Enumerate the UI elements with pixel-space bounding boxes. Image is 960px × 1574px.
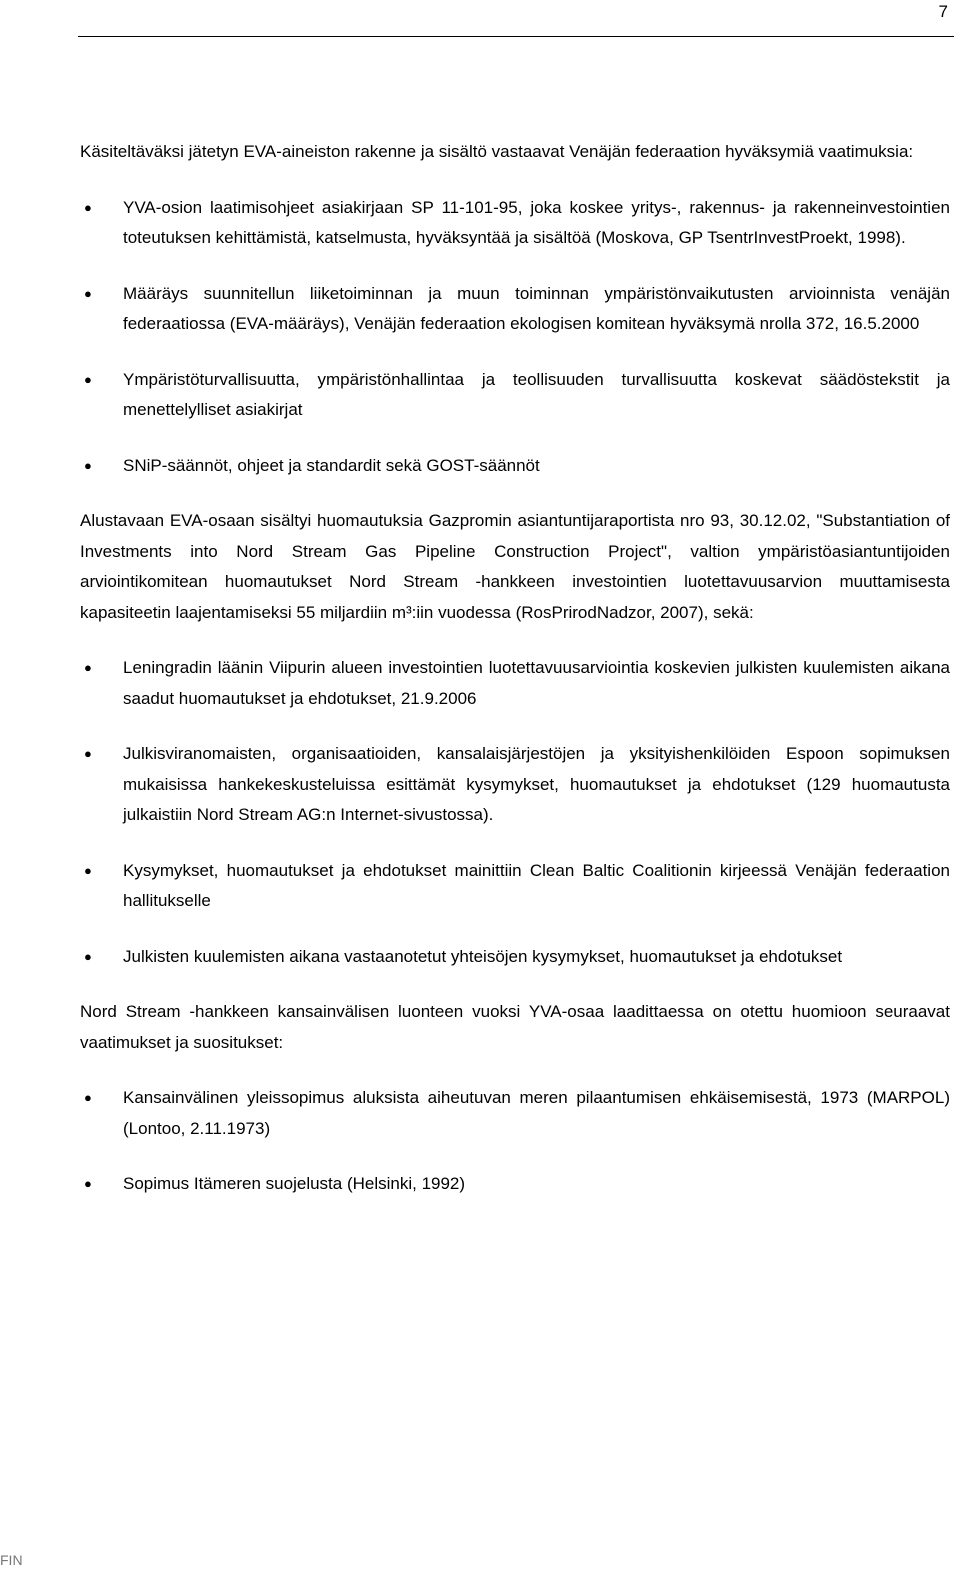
list-item-text: Julkisviranomaisten, organisaatioiden, kansalaisjärjestöjen ja yksityishenkilöiden Espoon sopimuksen mukaisissa hankekeskusteluissa esittämät kysymykset, huomautukset ja ehdotukset (129 huomautusta julkaistiin Nord Stream AG:n Internet-sivustossa). (123, 744, 950, 824)
list-item (80, 193, 950, 254)
list-item (80, 1169, 950, 1200)
bullet-icon: ● (84, 371, 92, 387)
section3-list (80, 1083, 950, 1200)
list-item (80, 653, 950, 714)
bullet-icon: ● (84, 1176, 92, 1191)
bullet-icon: ● (84, 457, 92, 473)
list-item-text: Julkisten kuulemisten aikana vastaanotetut yhteisöjen kysymykset, huomautukset ja ehdotukset (123, 946, 843, 966)
section2-list (80, 653, 950, 972)
section2-intro: Alustavaan EVA-osaan sisältyi huomautuksia Gazpromin asiantuntijaraportista nro 93, 30.12.02, "Substantiation of Investments into Nord Stream Gas Pipeline Construction Project", valtion ympäristöasiantuntijoiden arviointikomitean huomautukset Nord Stream -hankkeen investointien luotettavuusarvion muuttamisesta kapasiteetin laajentamiseksi 55 miljardiin m³:iin vuodessa (RosPrirodNadzor, 2007), sekä: (80, 511, 950, 622)
list-item (80, 739, 950, 831)
list-item (80, 856, 950, 917)
list-item-text: Ympäristöturvallisuutta, ympäristönhallintaa ja teollisuuden turvallisuutta koskevat säädöstekstit ja menettelylliset asiakirjat (123, 369, 950, 419)
document-body (80, 137, 950, 1200)
list-item (80, 279, 950, 340)
bullet-icon: ● (84, 660, 92, 675)
section1-list (80, 193, 950, 482)
list-item-text: Kysymykset, huomautukset ja ehdotukset mainittiin Clean Baltic Coalitionin kirjeessä Venäjän federaation hallitukselle (123, 860, 950, 910)
bullet-icon: ● (84, 285, 92, 301)
list-item (80, 451, 950, 482)
list-item (80, 1083, 950, 1144)
list-item-text: YVA-osion laatimisohjeet asiakirjaan SP 11-101-95, joka koskee yritys-, rakennus- ja rakenneinvestointien toteutuksen kehittämistä, katselmusta, hyväksyntää ja sisältöä (Moskova, GP TsentrInvestProekt, 1998). (123, 197, 950, 247)
list-item-text: Kansainvälinen yleissopimus aluksista aiheutuvan meren pilaantumisen ehkäisemisestä, 1973 (MARPOL) (Lontoo, 2.11.1973) (123, 1088, 950, 1138)
list-item-text: Leningradin läänin Viipurin alueen investointien luotettavuusarviointia koskevien julkisten kuulemisten aikana saadut huomautukset ja ehdotukset, 21.9.2006 (123, 658, 950, 708)
list-item (80, 365, 950, 426)
list-item-text: SNiP-säännöt, ohjeet ja standardit sekä GOST-säännöt (123, 455, 540, 475)
bullet-icon: ● (84, 199, 92, 215)
footer-language-code: FIN (0, 1552, 23, 1568)
bullet-icon: ● (84, 746, 92, 761)
section3-intro: Nord Stream -hankkeen kansainvälisen luonteen vuoksi YVA-osaa laadittaessa on otettu huomioon seuraavat vaatimukset ja suositukset: (80, 1002, 950, 1052)
page-number: 7 (938, 2, 948, 21)
bullet-icon: ● (84, 1090, 92, 1105)
list-item-text: Määräys suunnitellun liiketoiminnan ja muun toiminnan ympäristönvaikutusten arvioinnista venäjän federaatiossa (EVA-määräys), Venäjän federaation ekologisen komitean hyväksymä nrolla 372, 16.5.2000 (123, 283, 950, 333)
list-item-text: Sopimus Itämeren suojelusta (Helsinki, 1992) (123, 1174, 466, 1193)
bullet-icon: ● (84, 948, 92, 964)
bullet-icon: ● (84, 862, 92, 878)
header-rule (78, 36, 954, 37)
list-item (80, 942, 950, 973)
section1-intro: Käsiteltäväksi jätetyn EVA-aineiston rakenne ja sisältö vastaavat Venäjän federaation hyväksymiä vaatimuksia: (80, 142, 914, 161)
